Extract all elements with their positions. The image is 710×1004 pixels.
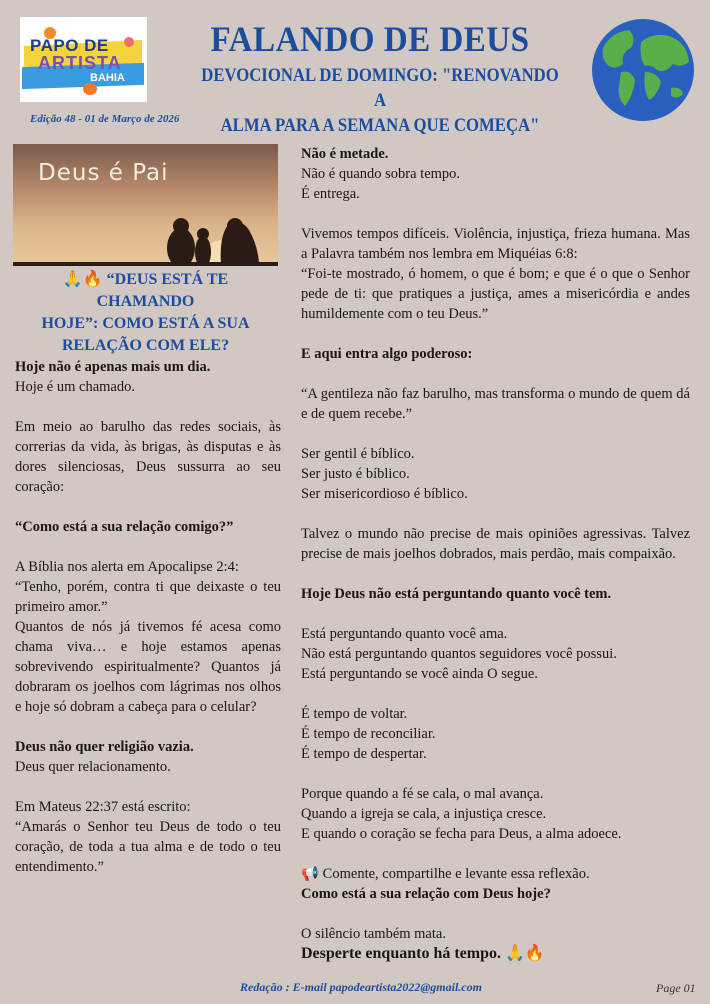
headline-line3: RELAÇÃO COM ELE? — [61, 337, 230, 354]
paragraph: Vivemos tempos difíceis. Violência, injustiça, frieza humana. Mas a Palavra também nos lembra em Miquéias 6:8: — [301, 226, 690, 262]
left-column-text — [15, 357, 281, 877]
paragraph: Ser misericordioso é bíblico. — [301, 486, 468, 502]
logo-paint-splash — [83, 83, 97, 95]
paragraph: Quantos de nós já tivemos fé acesa como chama viva… e hoje estamos apenas sobrevivendo espiritualmente? Quantos já dobraram os joelhos com lágrimas nos olhos e hoje só dobram a cabeça para o celular? — [15, 619, 281, 715]
paragraph-gap — [15, 777, 281, 797]
paragraph-gap — [301, 684, 690, 704]
paragraph-gap — [301, 604, 690, 624]
paragraph: É entrega. — [301, 186, 360, 202]
paragraph: Quando a igreja se cala, a injustiça cresce. — [301, 806, 547, 822]
paragraph-gap — [15, 397, 281, 417]
paragraph-gap — [301, 904, 690, 924]
paragraph: 📢 Comente, compartilhe e levante essa reflexão. — [301, 866, 590, 882]
paragraph: Talvez o mundo não precise de mais opiniões agressivas. Talvez precise de mais joelhos dobrados, mais perdão, mais compaixão. — [301, 526, 690, 562]
footer-contact: Redação : E-mail papodeartista2022@gmail.com — [240, 980, 482, 994]
paragraph: Está perguntando se você ainda O segue. — [301, 666, 538, 682]
paragraph: E quando o coração se fecha para Deus, a alma adoece. — [301, 826, 622, 842]
paragraph: O silêncio também mata. — [301, 926, 446, 942]
paragraph: Não está perguntando quantos seguidores você possui. — [301, 646, 617, 662]
paragraph-gap — [301, 324, 690, 344]
paragraph: “Amarás o Senhor teu Deus de todo o teu coração, de toda a tua alma e de todo o teu entendimento.” — [15, 819, 281, 875]
paragraph-gap — [301, 844, 690, 864]
paragraph: “A gentileza não faz barulho, mas transforma o mundo de quem dá e de quem recebe.” — [301, 386, 690, 422]
photo-caption: Deus é Pai — [38, 160, 169, 186]
bold-paragraph: Hoje não é apenas mais um dia. — [15, 359, 211, 375]
paragraph: É tempo de reconciliar. — [301, 726, 436, 742]
paragraph-gap — [301, 204, 690, 224]
paragraph: Está perguntando quanto você ama. — [301, 626, 508, 642]
paragraph-gap — [301, 364, 690, 384]
article-headline — [13, 268, 278, 357]
paragraph-gap — [301, 424, 690, 444]
globe-icon — [591, 18, 695, 122]
paragraph: Porque quando a fé se cala, o mal avança. — [301, 786, 544, 802]
pray-fire-icon: 🙏🔥 — [62, 269, 103, 288]
bold-paragraph: Hoje Deus não está perguntando quanto você tem. — [301, 586, 612, 602]
paragraph: “Foi-te mostrado, ó homem, o que é bom; e que é o que o Senhor pede de ti: que pratiques a justiça, ames a misericórdia e andes humildemente com o teu Deus.” — [301, 266, 690, 322]
papo-de-artista-logo — [20, 17, 147, 102]
page-title: FALANDO DE DEUS — [210, 19, 530, 59]
paragraph: Ser gentil é bíblico. — [301, 446, 415, 462]
bold-paragraph: “Como está a sua relação comigo?” — [15, 519, 234, 535]
headline-line2: HOJE”: COMO ESTÁ A SUA — [41, 315, 250, 332]
paragraph: “Tenho, porém, contra ti que deixaste o teu primeiro amor.” — [15, 579, 281, 615]
paragraph-gap — [301, 564, 690, 584]
paragraph: Não é quando sobra tempo. — [301, 166, 461, 182]
paragraph: É tempo de voltar. — [301, 706, 408, 722]
paragraph: Hoje é um chamado. — [15, 379, 135, 395]
subtitle-line2: ALMA PARA A SEMANA QUE COMEÇA" — [220, 115, 540, 136]
bold-paragraph: Deus não quer religião vazia. — [15, 739, 194, 755]
bold-paragraph: Desperte enquanto há tempo. 🙏🔥 — [301, 945, 545, 962]
deus-e-pai-photo — [13, 144, 278, 266]
edition-date: Edição 48 - 01 de Março de 2026 — [30, 113, 180, 125]
bold-paragraph: Como está a sua relação com Deus hoje? — [301, 886, 551, 902]
subtitle-line1: DEVOCIONAL DE DOMINGO: "RENOVANDO A — [201, 65, 559, 111]
headline-line1-text: “DEUS ESTÁ TE CHAMANDO — [96, 271, 229, 310]
logo-text-line1: PAPO DE — [30, 36, 109, 55]
page-subtitle — [195, 63, 565, 138]
headline-line1 — [13, 268, 278, 313]
paragraph-gap — [15, 537, 281, 557]
logo-text-line3: BAHIA — [90, 72, 125, 84]
logo-text-line2: ARTISTA — [38, 53, 122, 73]
paragraph: Deus quer relacionamento. — [15, 759, 171, 775]
paragraph: Ser justo é bíblico. — [301, 466, 410, 482]
bold-paragraph: E aqui entra algo poderoso: — [301, 346, 473, 362]
paragraph: É tempo de despertar. — [301, 746, 427, 762]
logo-paint-splash — [124, 37, 134, 47]
paragraph: Em Mateus 22:37 está escrito: — [15, 799, 191, 815]
paragraph-gap — [301, 764, 690, 784]
paragraph: Em meio ao barulho das redes sociais, às correrias da vida, às brigas, às disputas e às dores silenciosas, Deus sussurra ao seu coração: — [15, 419, 281, 495]
paragraph-gap — [15, 497, 281, 517]
right-column-text — [301, 144, 690, 964]
paragraph-gap — [301, 504, 690, 524]
bold-paragraph: Não é metade. — [301, 146, 389, 162]
paragraph: A Bíblia nos alerta em Apocalipse 2:4: — [15, 559, 239, 575]
page-number: Page 01 — [656, 981, 696, 995]
paragraph-gap — [15, 717, 281, 737]
